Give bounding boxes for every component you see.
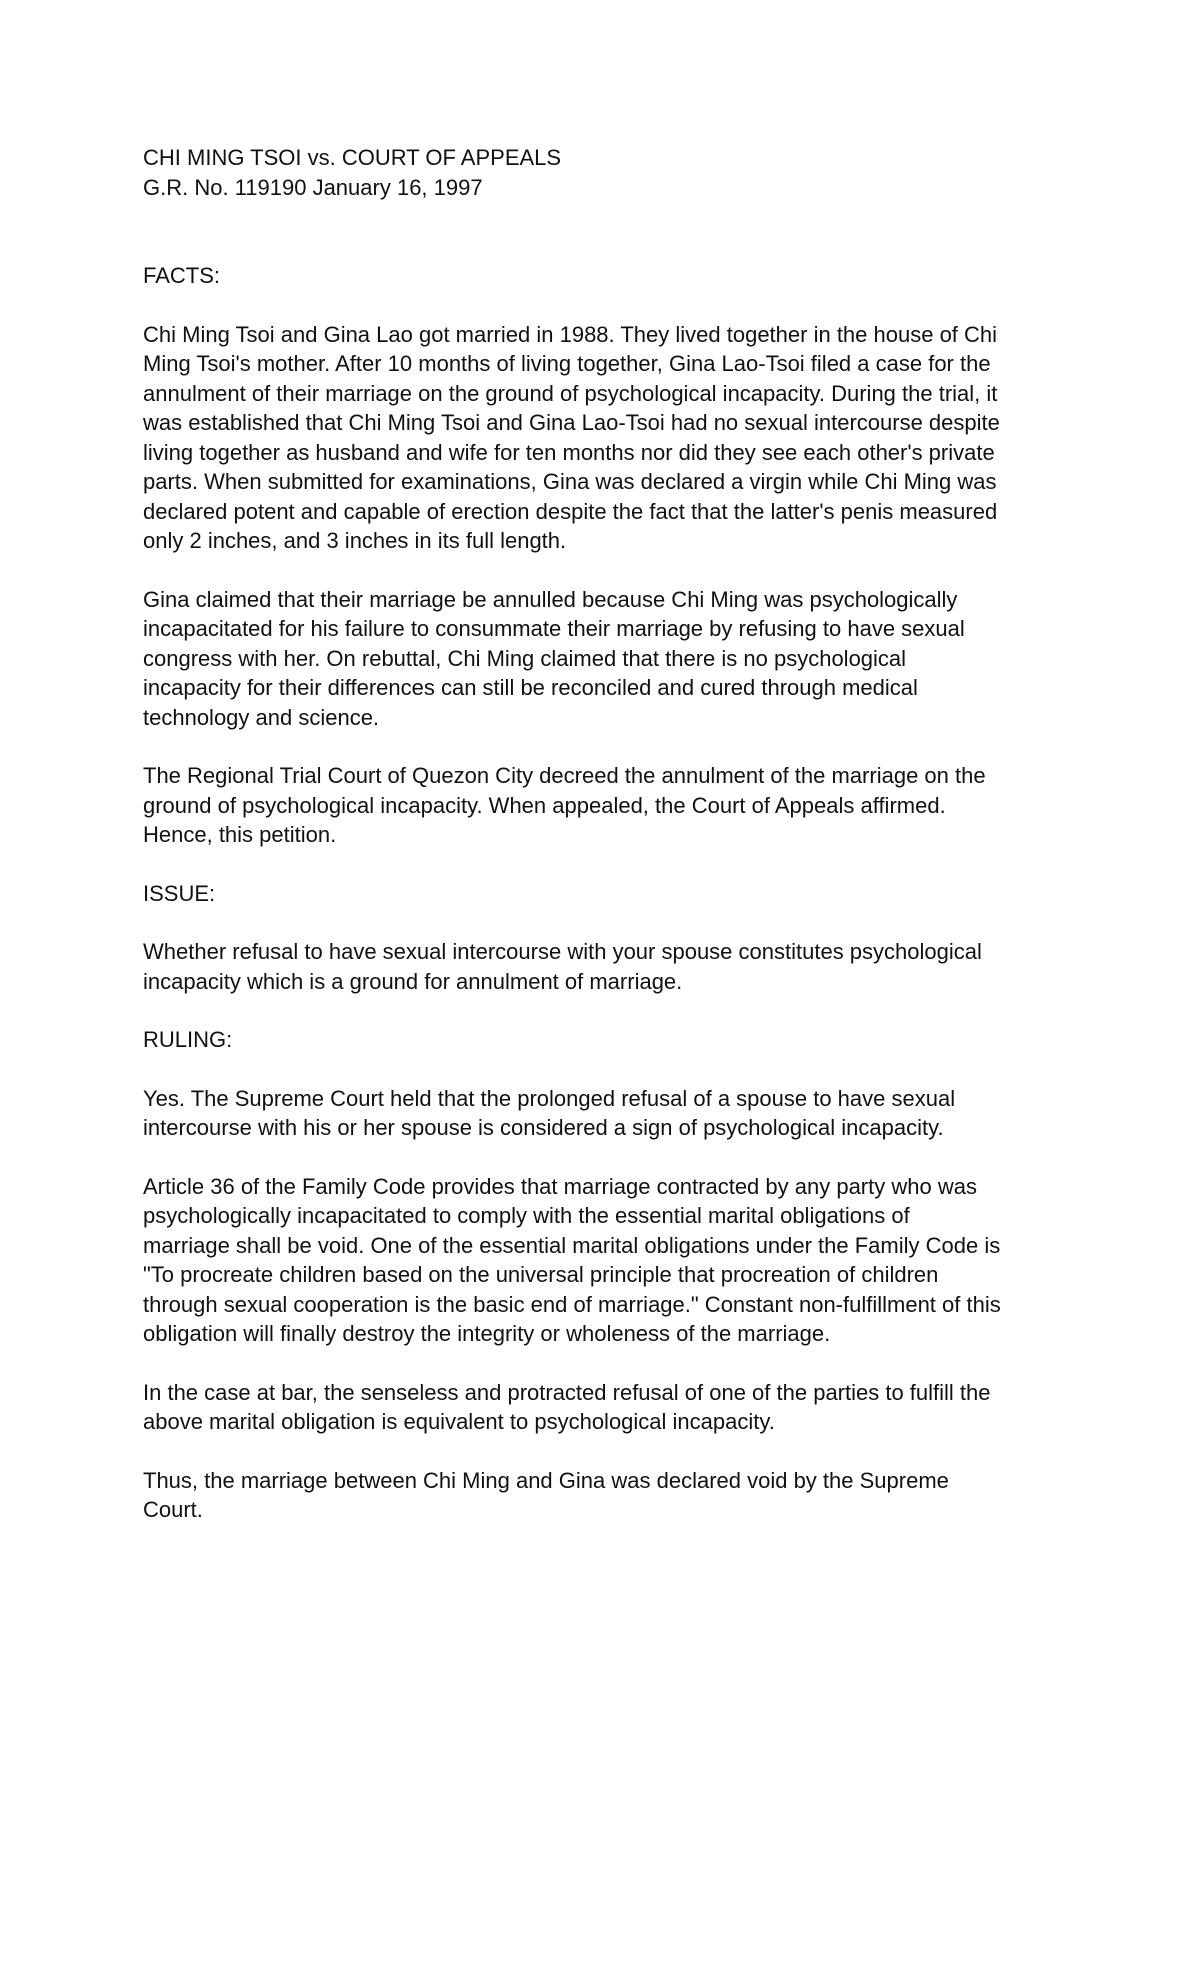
text-line: Court.	[143, 1497, 203, 1522]
ruling-paragraph-3	[143, 1378, 1073, 1437]
text-line: ground of psychological incapacity. When appealed, the Court of Appeals affirmed.	[143, 792, 946, 818]
facts-heading: FACTS:	[143, 263, 221, 288]
text-line: congress with her. On rebuttal, Chi Ming claimed that there is no psychological	[143, 645, 907, 671]
text-line: The Regional Trial Court of Quezon City decreed the annulment of the marriage on the	[143, 763, 986, 788]
text-line: marriage shall be void. One of the essential marital obligations under the Family Code is	[143, 1232, 1001, 1258]
facts-paragraph-3	[143, 761, 1073, 850]
text-line: Gina claimed that their marriage be annulled because Chi Ming was psychologically	[143, 586, 958, 612]
facts-paragraph-1	[143, 320, 1073, 556]
text-line: psychologically incapacitated to comply with the essential marital obligations of	[143, 1203, 910, 1228]
text-line: incapacity which is a ground for annulment of marriage.	[143, 968, 683, 994]
facts-paragraph-2	[143, 585, 1073, 733]
text-line: through sexual cooperation is the basic end of marriage." Constant non-fulfillment of this	[143, 1291, 1001, 1317]
text-line: Article 36 of the Family Code provides that marriage contracted by any party who was	[143, 1173, 977, 1199]
text-line: declared potent and capable of erection despite the fact that the latter's penis measured	[143, 498, 998, 524]
case-number: G.R. No. 119190 January 16, 1997	[143, 174, 483, 200]
issue-heading: ISSUE:	[143, 880, 216, 906]
text-line: Thus, the marriage between Chi Ming and Gina was declared void by the Supreme	[143, 1467, 949, 1493]
text-line: In the case at bar, the senseless and protracted refusal of one of the parties to fulfill the	[143, 1379, 991, 1405]
ruling-heading: RULING:	[143, 1027, 233, 1052]
text-line: Whether refusal to have sexual intercourse with your spouse constitutes psychological	[143, 939, 982, 964]
text-line: above marital obligation is equivalent to psychological incapacity.	[143, 1409, 775, 1434]
text-line: parts. When submitted for examinations, Gina was declared a virgin while Chi Ming was	[143, 469, 997, 494]
text-line: obligation will finally destroy the integrity or wholeness of the marriage.	[143, 1321, 831, 1346]
text-line: Yes. The Supreme Court held that the prolonged refusal of a spouse to have sexual	[143, 1085, 956, 1111]
text-line: technology and science.	[143, 704, 380, 730]
text-line: intercourse with his or her spouse is considered a sign of psychological incapacity.	[143, 1115, 944, 1140]
issue-paragraph-1	[143, 937, 1073, 996]
text-line: incapacity for their differences can still be reconciled and cured through medical	[143, 675, 918, 700]
text-line: Hence, this petition.	[143, 822, 337, 847]
text-line: living together as husband and wife for ten months nor did they see each other's private	[143, 439, 995, 465]
ruling-paragraph-1	[143, 1084, 1073, 1143]
text-line: was established that Chi Ming Tsoi and Gina Lao-Tsoi had no sexual intercourse despite	[143, 410, 1000, 435]
text-line: "To procreate children based on the universal principle that procreation of children	[143, 1262, 939, 1287]
text-line: only 2 inches, and 3 inches in its full length.	[143, 528, 567, 553]
case-title: CHI MING TSOI vs. COURT OF APPEALS	[143, 145, 562, 170]
text-line: Ming Tsoi's mother. After 10 months of living together, Gina Lao-Tsoi filed a case for the	[143, 351, 991, 376]
ruling-paragraph-4	[143, 1466, 1073, 1525]
text-line: annulment of their marriage on the ground of psychological incapacity. During the trial, it	[143, 380, 998, 406]
ruling-paragraph-2	[143, 1172, 1073, 1349]
text-line: Chi Ming Tsoi and Gina Lao got married in 1988. They lived together in the house of Chi	[143, 321, 998, 347]
text-line: incapacitated for his failure to consummate their marriage by refusing to have sexual	[143, 616, 965, 641]
document-page	[143, 143, 1073, 1525]
